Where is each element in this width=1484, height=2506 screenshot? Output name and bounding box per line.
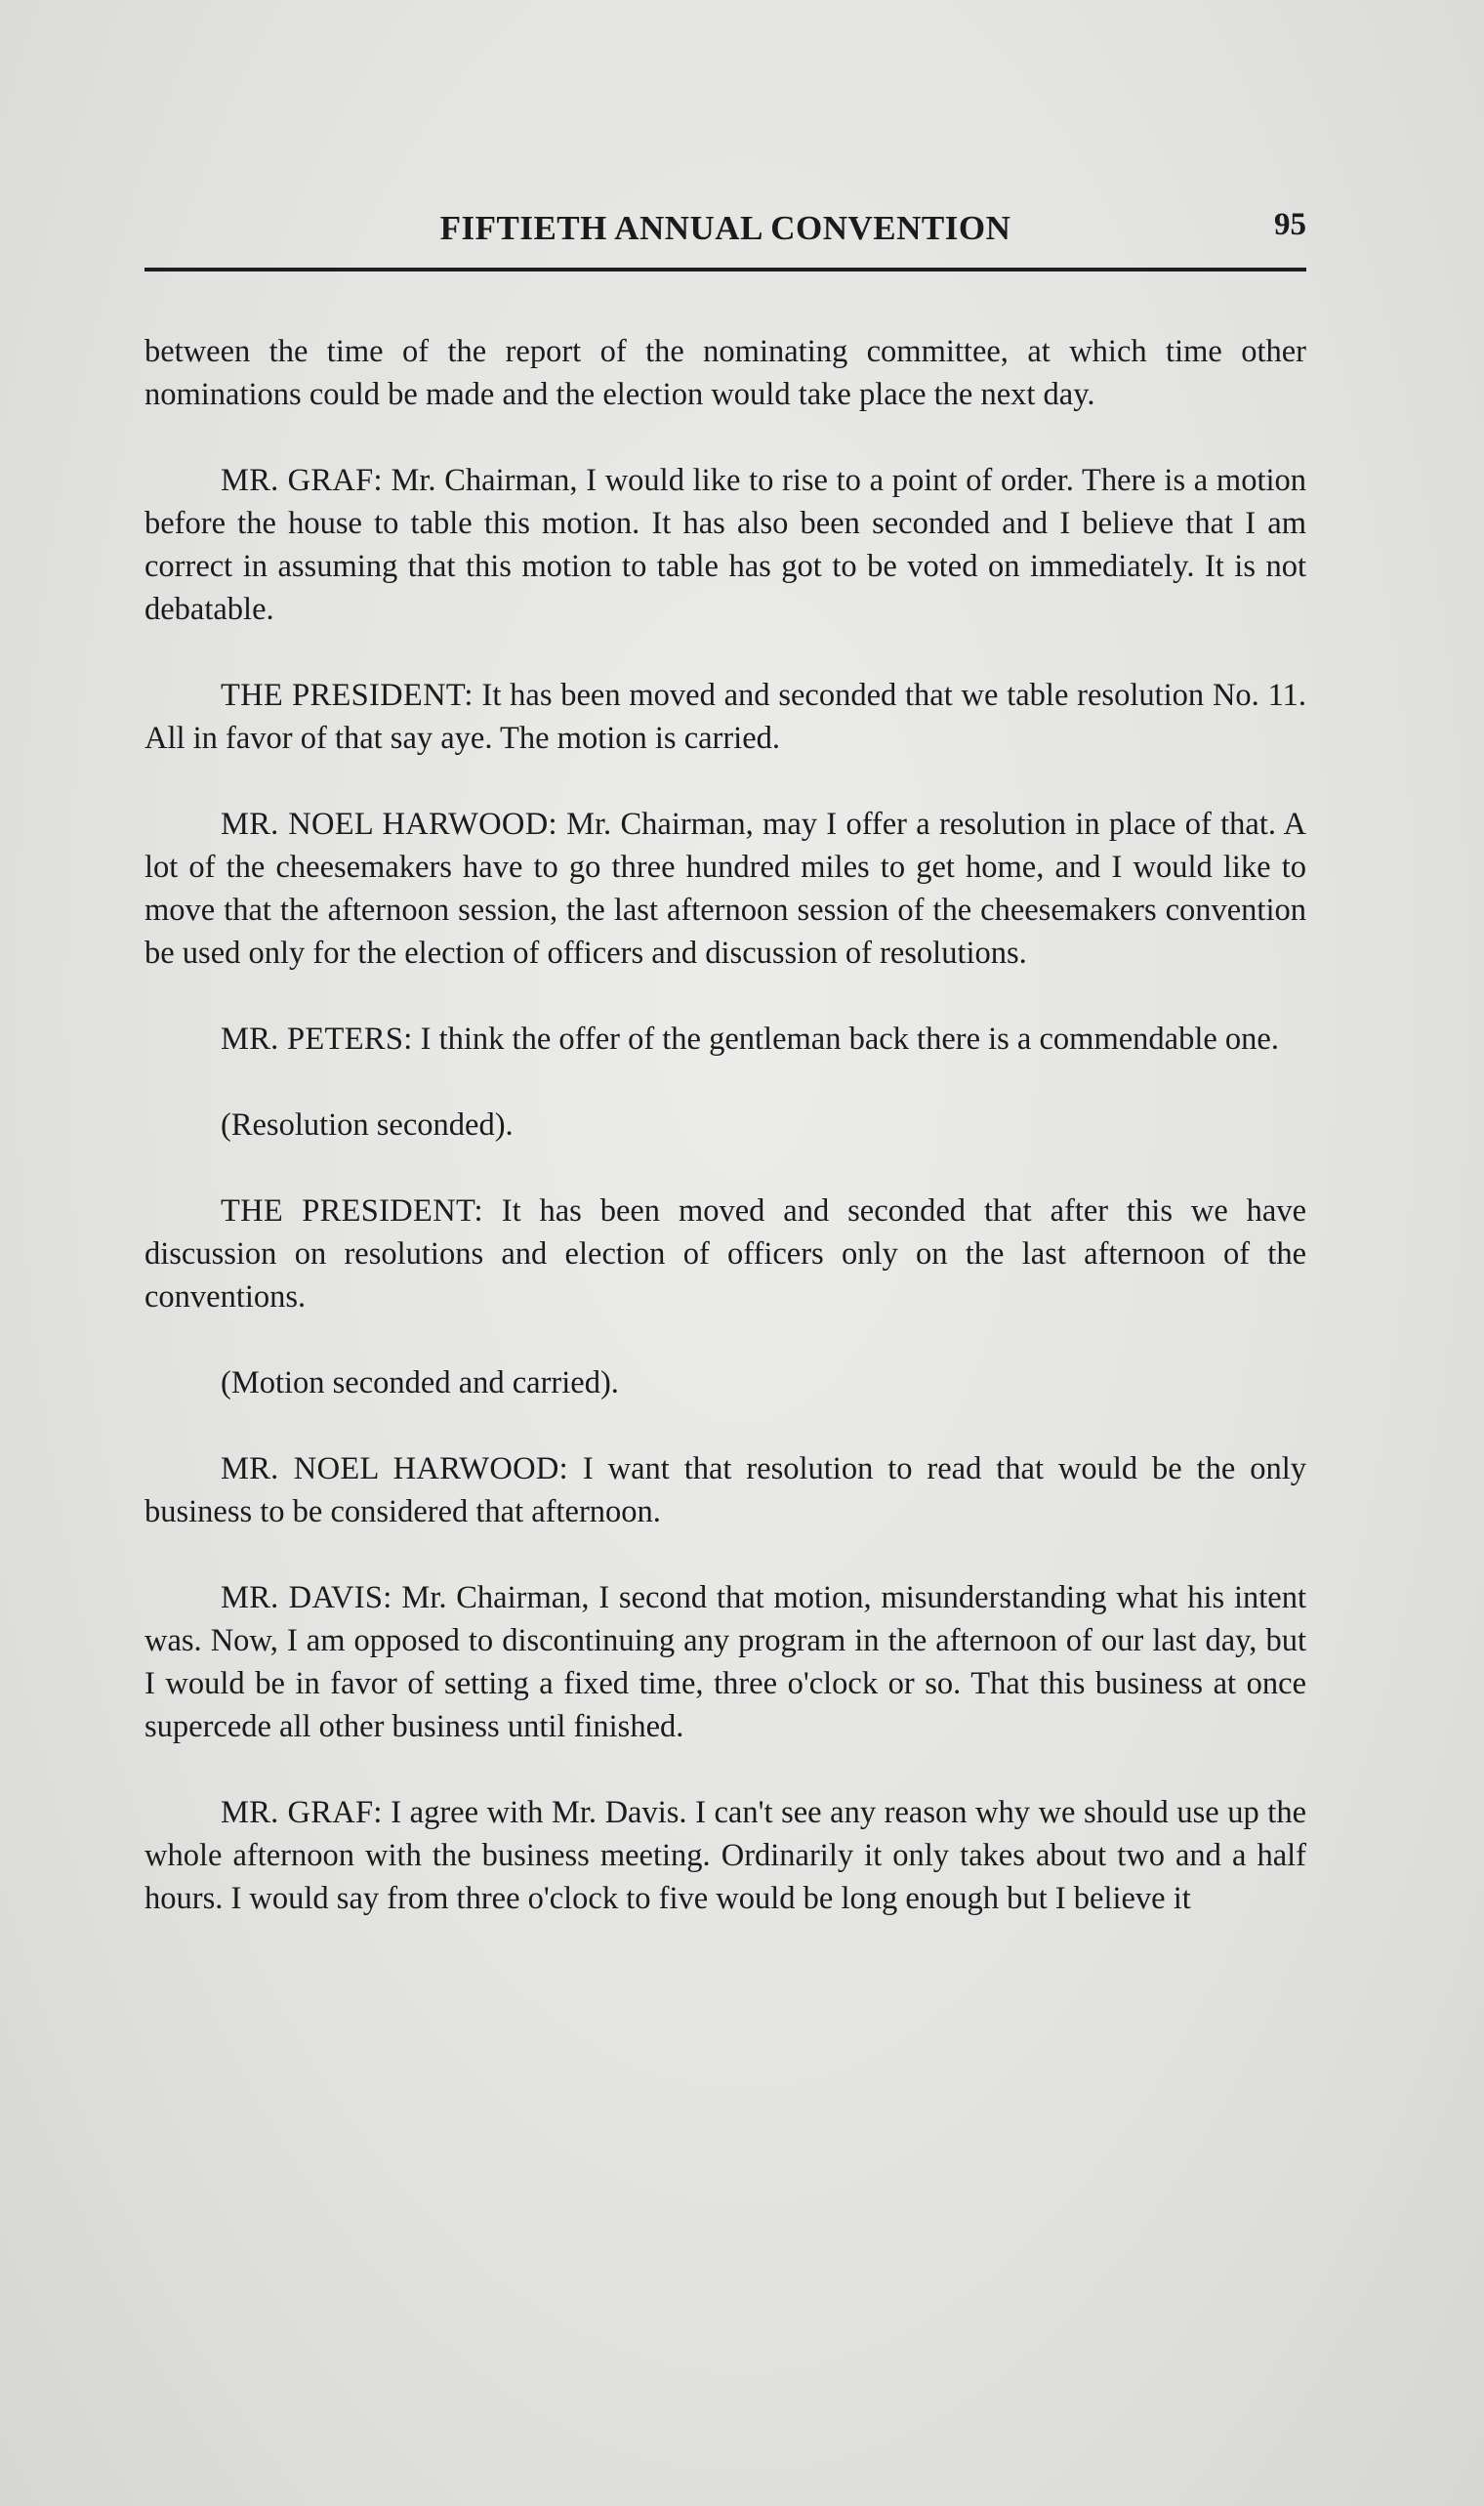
paragraph-graf-point-of-order bbox=[144, 459, 1306, 631]
speaker-label: MR. DAVIS: bbox=[221, 1580, 392, 1615]
paragraph-president-table-resolution bbox=[144, 674, 1306, 760]
paragraph-motion-carried bbox=[144, 1361, 1306, 1404]
paragraph-president-after-this bbox=[144, 1190, 1306, 1318]
paragraph-text: It has been moved and seconded that after this we have discussion on resolutions and election of officers only on the last afternoon of the conventions. bbox=[144, 1193, 1307, 1315]
header-rule bbox=[144, 268, 1306, 271]
paragraph-text: Mr. Chairman, I second that motion, misunderstanding what his intent was. Now, I am opposed to discontinuing any program in the afternoon of our last day, but I would be in favor of setting a fixed time, three o'clock or so. That this business at once supercede all other business until finished. bbox=[144, 1580, 1306, 1744]
paragraph-continuation bbox=[144, 330, 1306, 416]
paragraph-text: (Motion seconded and carried). bbox=[221, 1365, 619, 1400]
paragraph-text: It has been moved and seconded that we table resolution No. 11. All in favor of that say aye. The motion is carried. bbox=[144, 678, 1306, 756]
speaker-label: THE PRESIDENT: bbox=[221, 1193, 483, 1229]
speaker-label: MR. GRAF: bbox=[221, 463, 383, 498]
paragraph-text: Mr. Chairman, may I offer a resolution in place of that. A lot of the cheesemakers have to go three hundred miles to get home, and I would like to move that the afternoon session, the last afternoon session of the cheesemakers convention be used only for the election of officers and discussion of resolutions. bbox=[144, 807, 1306, 971]
body-text bbox=[144, 330, 1306, 1920]
paragraph-resolution-seconded bbox=[144, 1104, 1306, 1147]
paragraph-text: between the time of the report of the nominating committee, at which time other nominations could be made and the election would take place the next day. bbox=[144, 334, 1306, 412]
speaker-label: MR. PETERS: bbox=[221, 1022, 413, 1057]
running-head bbox=[144, 195, 1306, 254]
paragraph-text: I want that resolution to read that would be the only business to be considered that afternoon. bbox=[144, 1451, 1307, 1529]
speaker-label: MR. NOEL HARWOOD: bbox=[221, 1451, 568, 1486]
paragraph-harwood-only-business bbox=[144, 1447, 1306, 1533]
speaker-label: THE PRESIDENT: bbox=[221, 678, 474, 713]
page-title: FIFTIETH ANNUAL CONVENTION bbox=[439, 209, 1011, 247]
document-page bbox=[144, 195, 1306, 1963]
speaker-label: MR. GRAF: bbox=[221, 1795, 383, 1830]
paragraph-peters bbox=[144, 1018, 1306, 1061]
paragraph-graf-agree bbox=[144, 1791, 1306, 1920]
paragraph-text: I think the offer of the gentleman back there is a commendable one. bbox=[412, 1022, 1279, 1057]
speaker-label: MR. NOEL HARWOOD: bbox=[221, 807, 557, 842]
page-number: 95 bbox=[1274, 207, 1306, 242]
paragraph-harwood-resolution bbox=[144, 803, 1306, 975]
paragraph-text: I agree with Mr. Davis. I can't see any reason why we should use up the whole afternoon with the business meeting. Ordinarily it only takes about two and a half hours. I would say from three o'clock to five would be long enough but I believe it bbox=[144, 1795, 1306, 1916]
paragraph-text: (Resolution seconded). bbox=[221, 1107, 514, 1143]
paragraph-davis bbox=[144, 1576, 1306, 1748]
paragraph-text: Mr. Chairman, I would like to rise to a point of order. There is a motion before the house to table this motion. It has also been seconded and I believe that I am correct in assuming that this motion to table has got to be voted on immediately. It is not debatable. bbox=[144, 463, 1306, 627]
